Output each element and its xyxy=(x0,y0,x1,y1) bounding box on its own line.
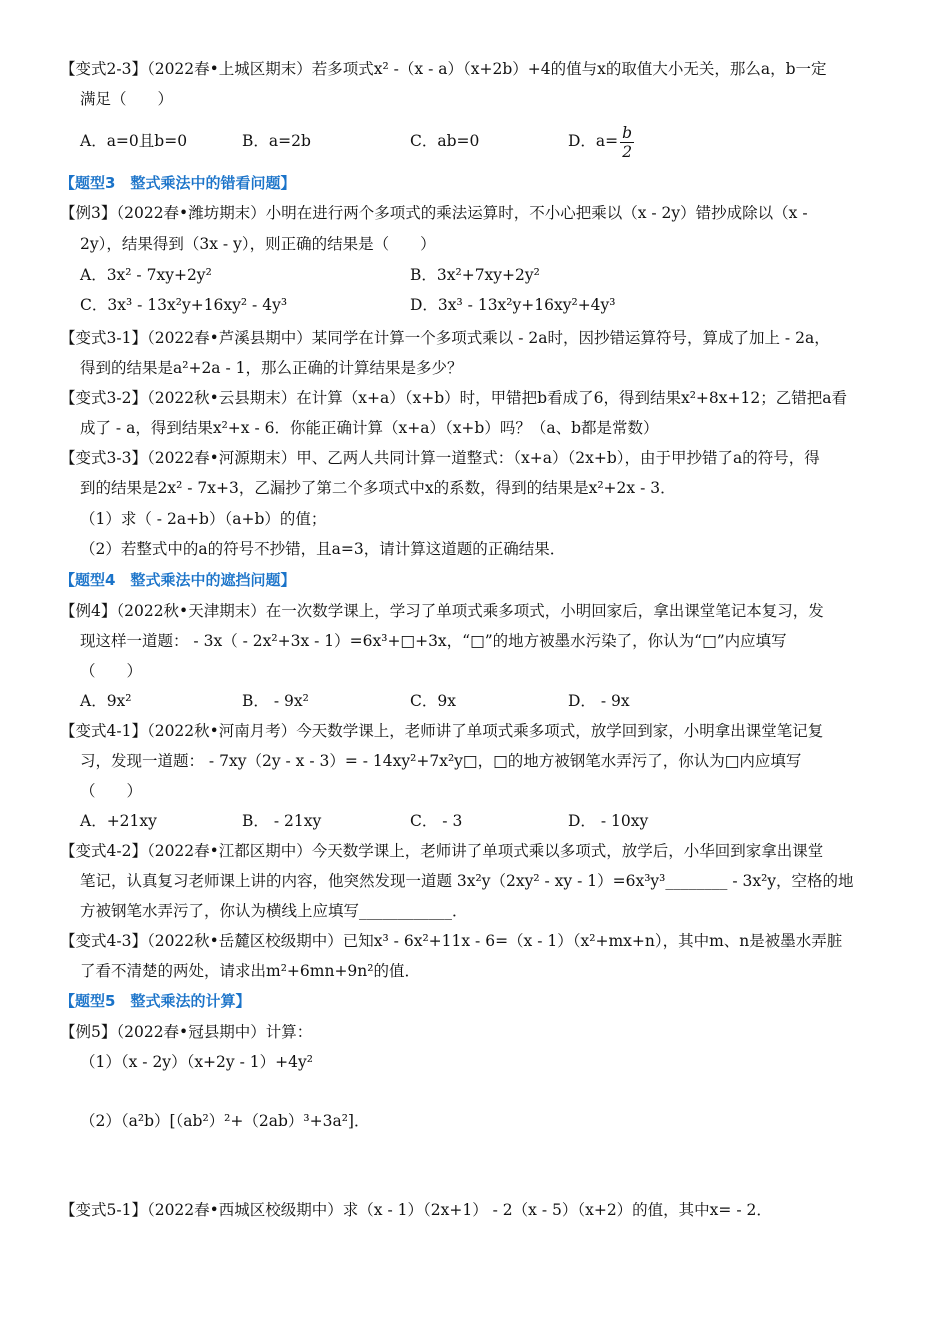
variant-3-1-line-2: 得到的结果是a²+2a - 1，那么正确的计算结果是多少？ xyxy=(80,359,463,377)
variant-3-2-line-2: 成了 - a，得到结果x²+x - 6．你能正确计算（x+a）（x+b）吗？（a、b都是常数） xyxy=(80,419,659,437)
fraction-numerator: b xyxy=(622,123,633,142)
variant-4-1-line-1: 【变式4-1】（2022秋•河南月考）今天数学课上，老师讲了单项式乘多项式，放学回到家，小明拿出课堂笔记复 xyxy=(60,722,824,740)
example-4-line-1: 【例4】（2022秋•天津期末）在一次数学课上，学习了单项式乘多项式，小明回家后，拿出课堂笔记本复习，发 xyxy=(60,602,824,620)
variant-2-3-option-d xyxy=(568,118,634,164)
variant-2-3-line-2: 满足（ ） xyxy=(80,90,174,108)
variant-4-2-line-3: 方被钢笔水弄污了，你认为横线上应填写____________． xyxy=(80,902,468,920)
example-3-line-2: 2y），结果得到（3x - y），则正确的结果是（ ） xyxy=(80,235,436,253)
variant-2-3-option-c: C．ab=0 xyxy=(410,132,480,150)
variant-4-1-option-c: C． - 3 xyxy=(410,812,463,830)
variant-3-2-line-1: 【变式3-2】（2022秋•云县期末）在计算（x+a）（x+b）时，甲错把b看成了6，得到结果x²+8x+12；乙错把a看 xyxy=(60,389,847,407)
example-4-line-3: （ ） xyxy=(80,662,143,680)
variant-2-3-option-a: A．a=0且b=0 xyxy=(80,132,188,150)
variant-4-1-line-2: 习，发现一道题： - 7xy（2y - x - 3）= - 14xy²+7x²y□，□的地方被钢笔水弄污了，你认为□内应填写 xyxy=(80,752,802,770)
section-heading-5: 【题型5 整式乘法的计算】 xyxy=(60,992,251,1010)
section-heading-4: 【题型4 整式乘法中的遮挡问题】 xyxy=(60,571,296,589)
fraction-b-over-2 xyxy=(620,124,634,161)
variant-4-1-line-3: （ ） xyxy=(80,782,143,800)
example-3-option-b: B．3x²+7xy+2y² xyxy=(410,266,540,284)
variant-5-1-line-1: 【变式5-1】（2022春•西城区校级期中）求（x - 1）（2x+1） - 2（x - 5）（x+2）的值，其中x= - 2． xyxy=(60,1201,772,1219)
example-5-question-1: （1）（x - 2y）（x+2y - 1）+4y² xyxy=(80,1053,313,1071)
example-3-option-d: D．3x³ - 13x²y+16xy²+4y³ xyxy=(410,296,616,314)
variant-4-1-option-b: B． - 21xy xyxy=(242,812,322,830)
example-3-option-a: A．3x² - 7xy+2y² xyxy=(80,266,212,284)
example-4-option-b: B． - 9x² xyxy=(242,692,309,710)
variant-2-3-line-1: 【变式2-3】（2022春•上城区期末）若多项式x² -（x - a）（x+2b）+4的值与x的取值大小无关，那么a，b一定 xyxy=(60,60,827,78)
example-5-line-1: 【例5】（2022春•冠县期中）计算： xyxy=(60,1023,313,1041)
example-3-option-c: C．3x³ - 13x²y+16xy² - 4y³ xyxy=(80,296,288,314)
example-4-line-2: 现这样一道题： - 3x（ - 2x²+3x - 1）=6x³+□+3x，“□”的地方被墨水污染了，你认为“□”内应填写 xyxy=(80,632,787,650)
example-4-option-d: D． - 9x xyxy=(568,692,630,710)
variant-3-3-question-1: （1）求（ - 2a+b）（a+b）的值； xyxy=(80,510,327,528)
variant-3-3-question-2: （2）若整式中的a的符号不抄错，且a=3，请计算这道题的正确结果． xyxy=(80,540,566,558)
variant-4-1-option-a: A．+21xy xyxy=(80,812,157,830)
variant-4-1-option-d: D． - 10xy xyxy=(568,812,649,830)
variant-3-3-line-1: 【变式3-3】（2022春•河源期末）甲、乙两人共同计算一道整式：（x+a）（2x+b），由于甲抄错了a的符号，得 xyxy=(60,449,820,467)
fraction-denominator: 2 xyxy=(622,142,633,161)
variant-3-1-line-1: 【变式3-1】（2022春•芦溪县期中）某同学在计算一个多项式乘以 - 2a时，因抄错运算符号，算成了加上 - 2a， xyxy=(60,329,830,347)
example-3-line-1: 【例3】（2022春•潍坊期末）小明在进行两个多项式的乘法运算时，不小心把乘以（x - 2y）错抄成除以（x - xyxy=(60,204,808,222)
example-5-question-2: （2）（a²b）[（ab²）²+（2ab）³+3a²]． xyxy=(80,1112,370,1130)
section-heading-3: 【题型3 整式乘法中的错看问题】 xyxy=(60,174,296,192)
variant-4-3-line-1: 【变式4-3】（2022秋•岳麓区校级期中）已知x³ - 6x²+11x - 6=（x - 1）（x²+mx+n），其中m、n是被墨水弄脏 xyxy=(60,932,843,950)
example-4-option-c: C．9x xyxy=(410,692,456,710)
variant-4-2-line-2: 笔记，认真复习老师课上讲的内容，他突然发现一道题 3x²y（2xy² - xy - 1）=6x³y³________ - 3x²y，空格的地 xyxy=(80,872,854,890)
example-4-option-a: A．9x² xyxy=(80,692,132,710)
variant-4-3-line-2: 了看不清楚的两处，请求出m²+6mn+9n²的值． xyxy=(80,962,420,980)
variant-3-3-line-2: 到的结果是2x² - 7x+3，乙漏抄了第二个多项式中x的系数，得到的结果是x²+2x - 3． xyxy=(80,479,676,497)
variant-2-3-option-b: B．a=2b xyxy=(242,132,311,150)
variant-4-2-line-1: 【变式4-2】（2022春•江都区期中）今天数学课上，老师讲了单项式乘以多项式，放学后，小华回到家拿出课堂 xyxy=(60,842,824,860)
option-d-prefix: D．a= xyxy=(568,132,619,150)
